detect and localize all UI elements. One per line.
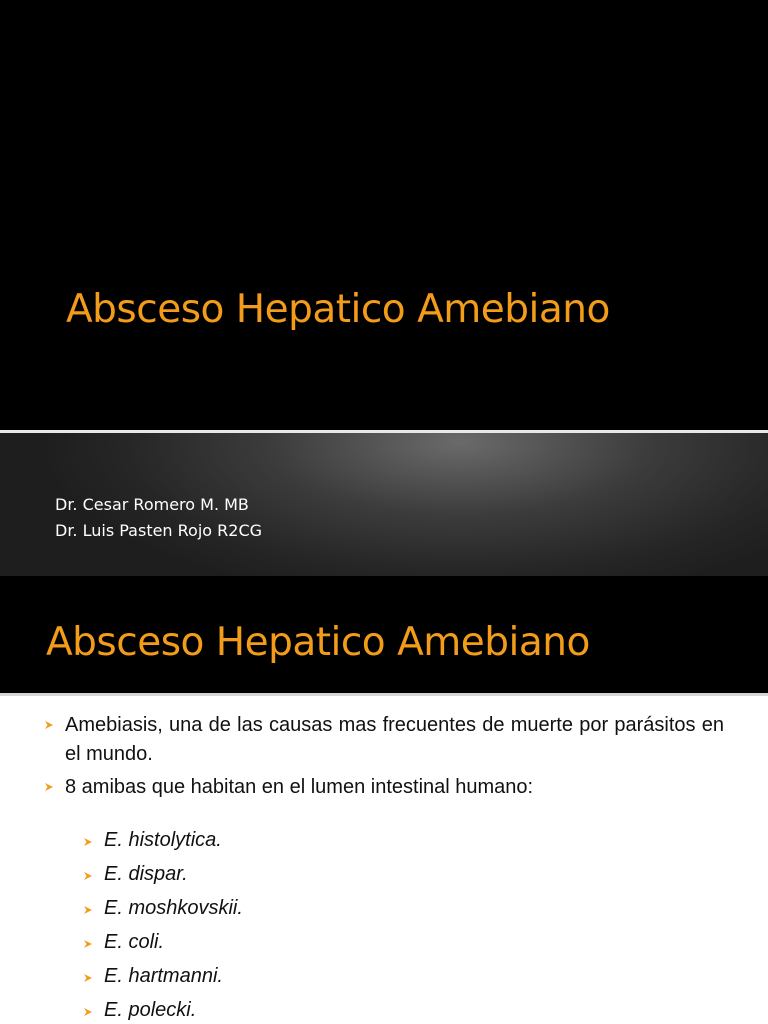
species-text: E. moshkovskii. <box>104 897 243 919</box>
author-line-1: Dr. Cesar Romero M. MB <box>55 495 249 514</box>
orange-arrow-bullet-icon <box>83 871 93 881</box>
orange-arrow-bullet-icon <box>44 782 54 792</box>
orange-arrow-bullet-icon <box>83 973 93 983</box>
author-line-2: Dr. Luis Pasten Rojo R2CG <box>55 521 263 540</box>
list-item <box>83 965 223 988</box>
orange-arrow-bullet-icon <box>83 1007 93 1017</box>
species-text: E. histolytica. <box>104 829 222 851</box>
list-item <box>83 863 188 886</box>
species-text: E. hartmanni. <box>104 965 223 987</box>
list-item <box>83 829 222 852</box>
bullet-text: 8 amibas que habitan en el lumen intestinal humano: <box>65 776 534 798</box>
bullet-text: Amebiasis, una de las causas mas frecuentes de muerte por parásitos en el mundo. <box>65 714 724 765</box>
subtitle-band <box>0 430 768 576</box>
list-item <box>83 931 164 954</box>
content-slide-title: Absceso Hepatico Amebiano <box>46 620 590 665</box>
species-text: E. coli. <box>104 931 165 953</box>
list-item <box>44 711 724 769</box>
content-slide-header <box>0 576 768 696</box>
list-item <box>44 773 724 802</box>
orange-arrow-bullet-icon <box>83 939 93 949</box>
content-slide <box>0 576 768 1024</box>
species-text: E. dispar. <box>104 863 188 885</box>
orange-arrow-bullet-icon <box>83 905 93 915</box>
slide-title: Absceso Hepatico Amebiano <box>66 287 610 332</box>
orange-arrow-bullet-icon <box>44 720 54 730</box>
list-item <box>83 999 196 1022</box>
species-text: E. polecki. <box>104 999 197 1021</box>
orange-arrow-bullet-icon <box>83 837 93 847</box>
list-item <box>83 897 243 920</box>
